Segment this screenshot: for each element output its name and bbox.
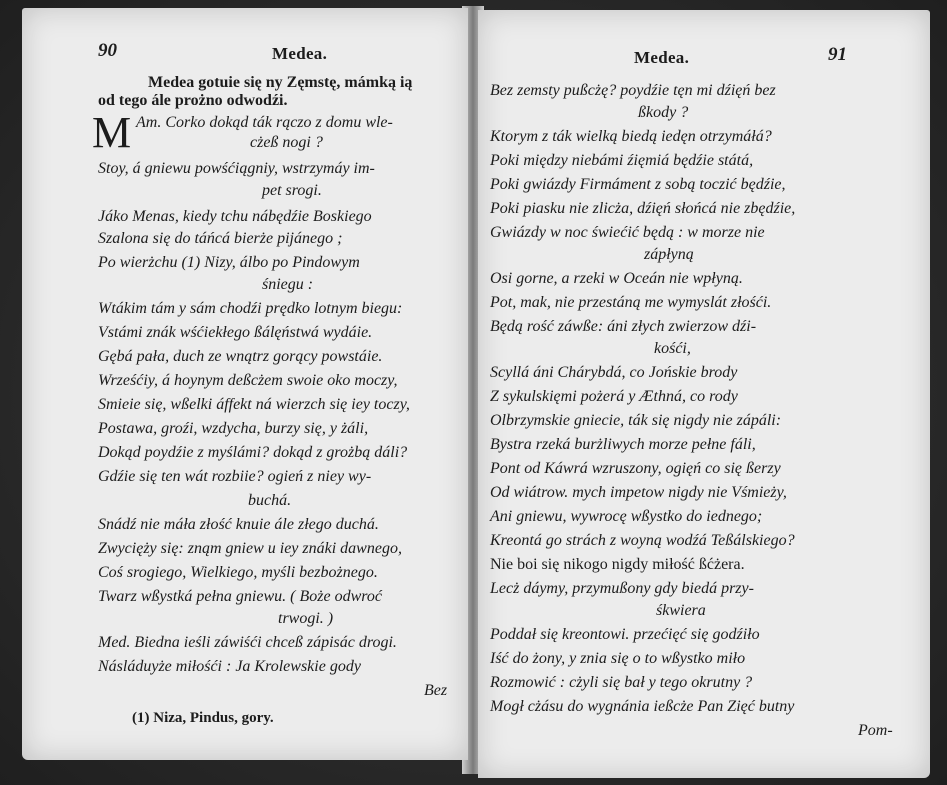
verse-line: Poki piasku nie zlicża, dźięń słońcá nie zbędźie, (490, 200, 796, 217)
right-page (478, 10, 930, 778)
verse-line: buchá. (248, 492, 292, 509)
running-header-left: Medea. (272, 44, 328, 63)
verse-line: Wtákim tám y sám chodźi prędko lotnym biegu: (98, 300, 403, 317)
verse-line: Postawa, groźi, wzdycha, burzy się, y żáli, (98, 420, 369, 437)
verse-line: śkwiera (656, 602, 706, 619)
verse-line: Smieie się, wßelki áffekt ná wierzch się iey toczy, (98, 396, 410, 413)
verse-line: Coś srogiego, Wielkiego, myśli bezbożnego. (98, 564, 378, 581)
verse-line: Twarz wßystká pełna gniewu. ( Boże odwroć (98, 588, 382, 605)
intro-line: od tego ále prożno odwodźi. (98, 92, 288, 109)
verse-line: Z sykulskięmi pożerá y Æthná, co rody (490, 388, 738, 405)
verse-line: Szalona się do táńcá bierże pijánego ; (98, 230, 343, 247)
verse-line: Nie boi się nikogo nigdy miłość ßćżera. (490, 556, 745, 573)
page-number-left: 90 (98, 40, 117, 61)
verse-line: Vstámi znák wśćiekłego ßálęństwá wydáie. (98, 324, 373, 341)
verse-line: Będą rość záwße: áni złych zwierzow dźi- (490, 318, 757, 335)
verse-line: Zwycięży się: znąm gniew u iey znáki dawnego, (98, 540, 402, 557)
catchword: Bez (424, 682, 448, 699)
verse-line: Am. Corko dokąd ták rączo z domu wle- (136, 114, 393, 131)
verse-line: Stoy, á gniewu powśćiągniy, wstrzymáy im- (98, 160, 375, 177)
verse-line: Kreontá go strách z woyną wodźá Teßálskiego? (490, 532, 795, 549)
verse-line: Lecż dáymy, przymußony gdy biedá przy- (490, 580, 754, 597)
verse-line: Wrześćiy, á hoynym deßcżem swoie oko moczy, (98, 372, 398, 389)
verse-line: Gdźie się ten wát rozbiie? ogień z niey wy- (98, 468, 372, 485)
verse-line: Bystra rzeká burżliwych morze pełne fáli, (490, 436, 756, 453)
verse-line: Rozmowić : cżyli się bał y tego okrutny ? (490, 674, 753, 691)
verse-line: ßkody ? (638, 104, 689, 121)
verse-line: Bez zemsty pußcżę? poydźie tęn mi dźięń bez (490, 82, 776, 99)
verse-line: śniegu : (262, 276, 314, 293)
verse-line: Ktorym z ták wielką biedą iedęn otrzymáłá? (490, 128, 772, 145)
verse-line: Násláduyże miłośći : Ja Krolewskie gody (98, 658, 361, 675)
page-number-right: 91 (828, 44, 847, 65)
footnote: (1) Niza, Pindus, gory. (132, 710, 274, 726)
verse-line: Gwiázdy w noc świećić będą : w morze nie (490, 224, 765, 241)
verse-line: Poki gwiázdy Firmáment z sobą toczić będźie, (490, 176, 786, 193)
verse-line: Iść do żony, y znia się o to wßystko miło (490, 650, 746, 667)
verse-line: zápłyną (644, 246, 694, 263)
intro-line: Medea gotuie się ny Zęmstę, mámką ią (148, 74, 413, 91)
verse-line: Pot, mak, nie przestáną me wymyslát złośći. (490, 294, 772, 311)
verse-line: Snádź nie máła złość knuie ále złego duchá. (98, 516, 379, 533)
verse-line: Osi gorne, a rzeki w Oceán nie wpłyną. (490, 270, 743, 287)
catchword: Pom- (858, 722, 893, 739)
verse-line: Med. Biedna ieśli záwiśći chceß zápisác drogi. (98, 634, 397, 651)
verse-line: pet srogi. (262, 182, 322, 199)
left-page (22, 8, 468, 760)
verse-line: Jáko Menas, kiedy tchu nábędźie Boskiego (98, 208, 372, 225)
verse-line: Mogł cżásu do wygnánia ießcże Pan Zięć butny (490, 698, 795, 715)
verse-line: Gębá pała, duch ze wnątrz gorący powstáie. (98, 348, 383, 365)
drop-cap: M (92, 108, 132, 157)
verse-line: Pont od Káwrá wzruszony, ogięń co się ßerzy (490, 460, 781, 477)
verse-line: Poki między niebámi źięmiá będźie státá, (490, 152, 754, 169)
verse-line: Olbrzymskie gniecie, ták się nigdy nie zápáli: (490, 412, 782, 429)
verse-line: cżeß nogi ? (250, 134, 323, 151)
verse-line: kośći, (654, 340, 691, 357)
verse-line: Po wierżchu (1) Nizy, álbo po Pindowym (98, 254, 360, 271)
verse-line: Od wiátrow. mych impetow nigdy nie Vśmieży, (490, 484, 787, 501)
verse-line: Ani gniewu, wywrocę wßystko do iednego; (490, 508, 763, 525)
verse-line: Dokąd poydźie z myślámi? dokąd z grożbą dáli? (98, 444, 408, 461)
verse-line: trwogi. ) (278, 610, 334, 627)
verse-line: Scyllá áni Chárybdá, co Jońskie brody (490, 364, 738, 381)
running-header-right: Medea. (634, 48, 690, 67)
verse-line: Poddał się kreontowi. przećięć się godźiło (490, 626, 760, 643)
